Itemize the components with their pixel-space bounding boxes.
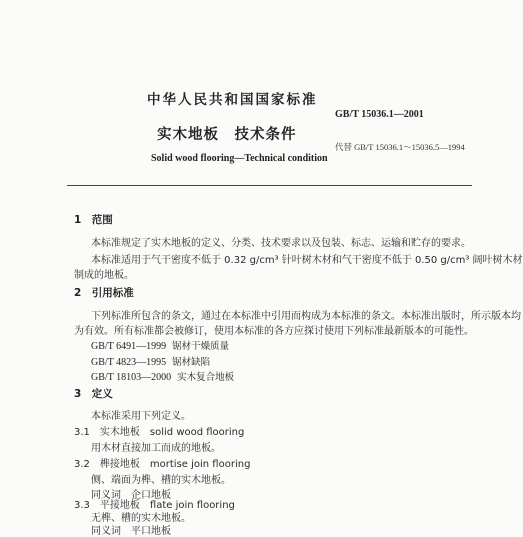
section-1-paragraph-2-cont: 制成的地板。 (74, 270, 134, 281)
reference-code: GB/T 4823—1995 (91, 357, 167, 368)
reference-code: GB/T 18103—2000 (91, 372, 172, 383)
definition-3-3-synonym: 同义词 平口地板 (91, 526, 171, 537)
reference-item (91, 338, 229, 352)
reference-code: GB/T 6491—1999 (91, 341, 167, 352)
section-2-heading: 2 引用标准 (74, 287, 134, 299)
standard-number: GB/T 15036.1—2001 (335, 109, 424, 120)
issuing-body: 中华人民共和国国家标准 (147, 92, 318, 108)
section-2-paragraph-cont: 为有效。所有标准都会被修订，使用本标准的各方应探讨使用下列标准最新版本的可能性。 (74, 326, 474, 337)
reference-item (91, 369, 234, 383)
replaces-note: 代替 GB/T 15036.1～15036.5—1994 (335, 142, 465, 152)
reference-name: 锯材干燥质量 (172, 341, 230, 352)
definition-3-1-body: 用木材直接加工而成的地板。 (91, 443, 221, 454)
definition-3-3-body: 无榫、槽的实木地板。 (91, 513, 191, 524)
section-3-heading: 3 定义 (74, 388, 113, 400)
section-3-intro: 本标准采用下列定义。 (91, 411, 191, 422)
definition-3-2-heading: 3.2 榫接地板 mortise join flooring (74, 459, 251, 470)
reference-item (91, 354, 210, 368)
title-chinese: 实木地板 技术条件 (157, 127, 297, 143)
definition-3-2-synonym: 同义词 企口地板 (91, 490, 171, 501)
section-2-paragraph: 下列标准所包含的条文，通过在本标准中引用而构成为本标准的条文。本标准出版时，所示版本均 (91, 311, 521, 322)
section-1-paragraph-1: 本标准规定了实木地板的定义、分类、技术要求以及包装、标志、运输和贮存的要求。 (91, 238, 471, 249)
reference-name: 锯材缺陷 (172, 357, 211, 368)
reference-name: 实木复合地板 (177, 372, 235, 383)
section-1-paragraph-2: 本标准适用于气干密度不低于 0.32 g/cm³ 针叶树木材和气干密度不低于 0.50 g/cm³ 阔叶树木材 (91, 255, 523, 266)
header-divider (67, 185, 472, 186)
definition-3-2-body: 侧、端面为榫、槽的实木地板。 (91, 475, 231, 486)
title-english: Solid wood flooring—Technical condition (151, 153, 328, 164)
section-1-heading: 1 范围 (74, 214, 113, 226)
definition-3-1-heading: 3.1 实木地板 solid wood flooring (74, 427, 245, 438)
definition-3-3-heading: 3.3 平接地板 flate join flooring (74, 500, 235, 511)
